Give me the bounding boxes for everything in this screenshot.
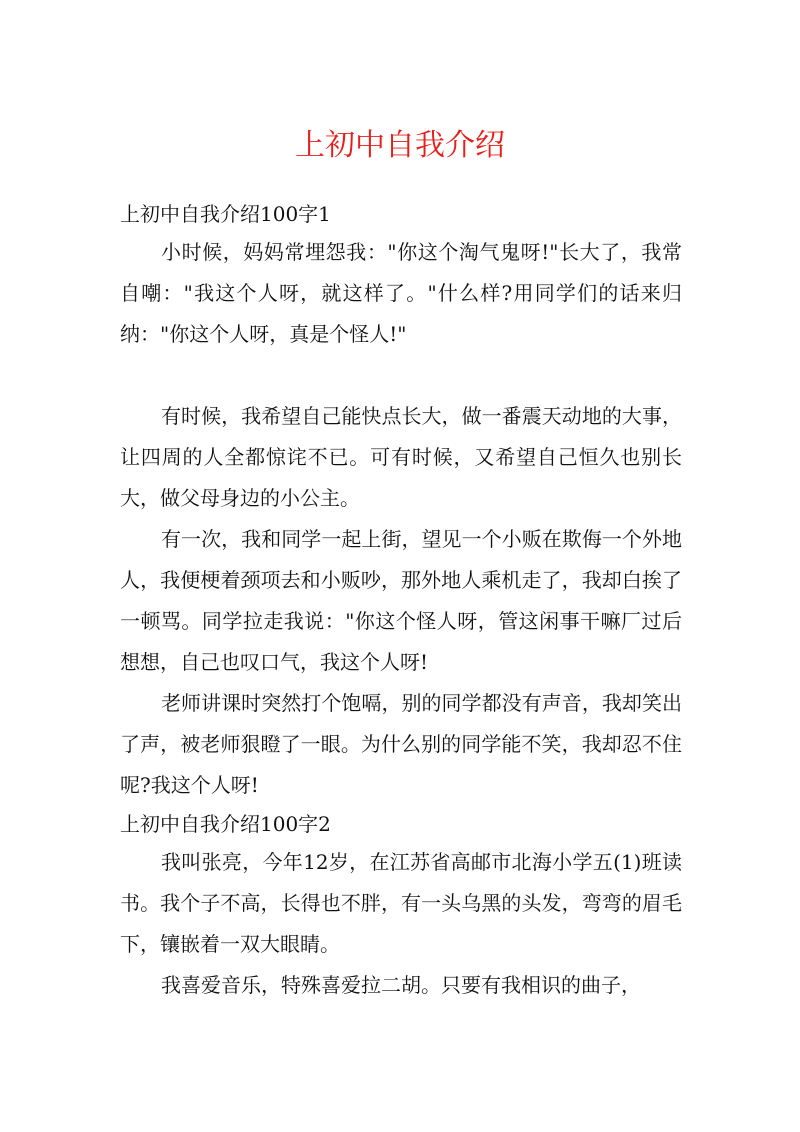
paragraph: 我喜爱音乐，特殊喜爱拉二胡。只要有我相识的曲子， [161, 973, 641, 997]
paragraph: 我叫张亮，今年12岁，在江苏省高邮市北海小学五(1)班读书。我个子不高，长得也不胖，有一头乌黑的头发，弯弯的眉毛下，镶嵌着一双大眼睛。 [120, 850, 682, 956]
paragraph: 有时候，我希望自己能快点长大，做一番震天动地的大事，让四周的人全都惊诧不已。可有时候，又希望自己恒久也别长大，做父母身边的小公主。 [120, 404, 682, 510]
section-heading-1: 上初中自我介绍100字1 [120, 202, 331, 226]
paragraph: 有一次，我和同学一起上街，望见一个小贩在欺侮一个外地人，我便梗着颈项去和小贩吵，那外地人乘机走了，我却白挨了一顿骂。同学拉走我说："你这个怪人呀，管这闲事干嘛厂过后想想，自己也叹口气，我这个人呀! [120, 527, 682, 674]
document-title: 上初中自我介绍 [295, 128, 505, 163]
document-body [120, 196, 682, 1006]
section-heading-2: 上初中自我介绍100字2 [120, 812, 331, 836]
paragraph: 老师讲课时突然打个饱嗝，别的同学都没有声音，我却笑出了声，被老师狠瞪了一眼。为什么别的同学能不笑，我却忍不住呢?我这个人呀! [120, 691, 682, 797]
paragraph: 小时候，妈妈常埋怨我："你这个淘气鬼呀!"长大了，我常自嘲："我这个人呀，就这样了。"什么样?用同学们的话来归纳："你这个人呀，真是个怪人!" [120, 240, 682, 346]
